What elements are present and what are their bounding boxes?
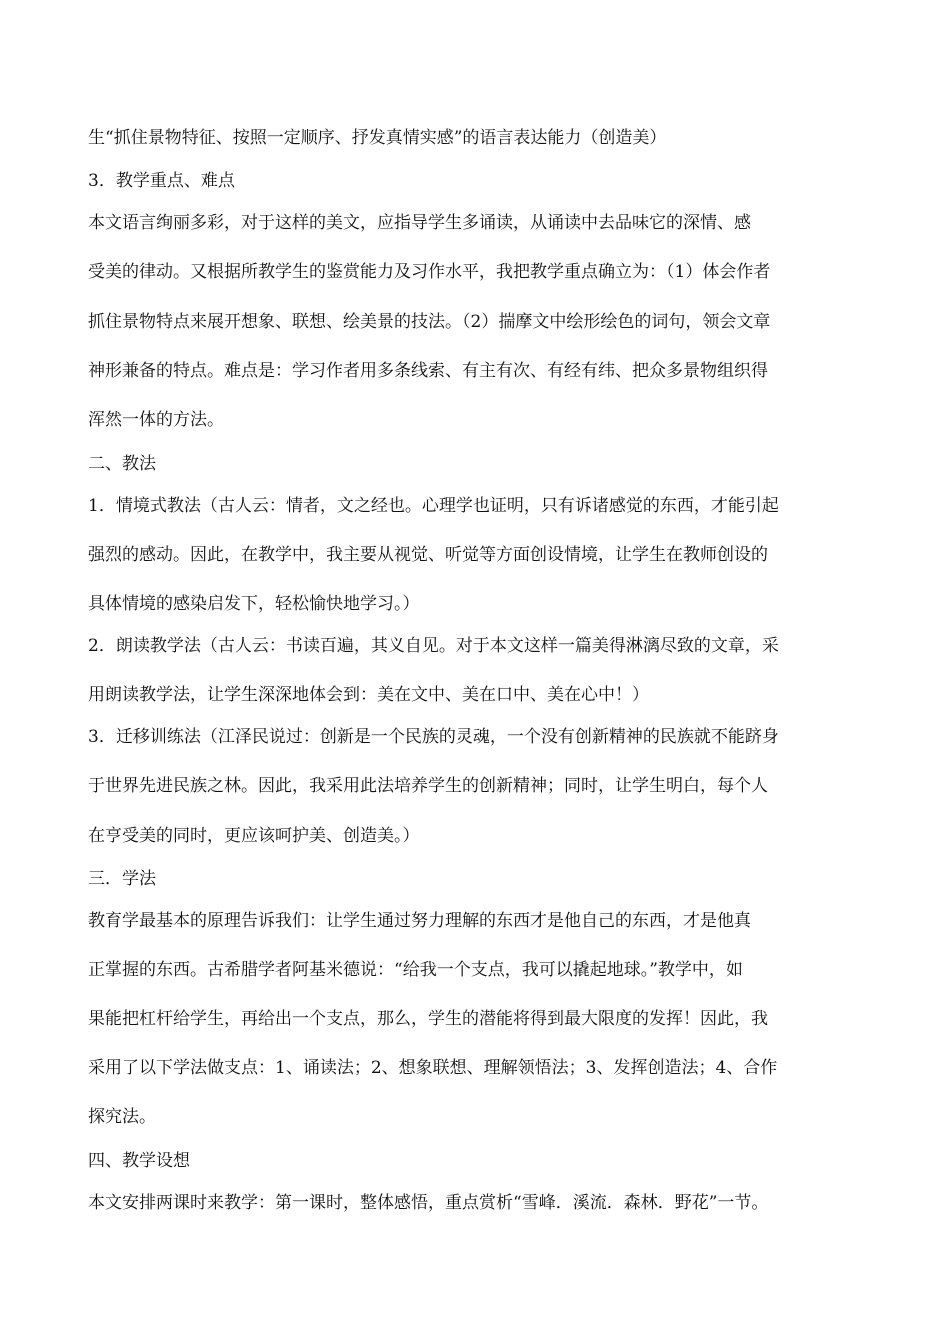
text-line: 2．朗读教学法（古人云：书读百遍，其义自见。对于本文这样一篇美得淋漓尽致的文章，采 <box>88 636 779 656</box>
text-line: 神形兼备的特点。难点是：学习作者用多条线索、有主有次、有经有纬、把众多景物组织得 <box>88 361 768 381</box>
section-heading: 3．教学重点、难点 <box>88 171 235 191</box>
section-heading: 四、教学设想 <box>88 1151 190 1171</box>
text-line: 果能把杠杆给学生，再给出一个支点，那么，学生的潜能将得到最大限度的发挥！因此，我 <box>88 1009 768 1029</box>
section-heading: 二、教法 <box>88 454 156 474</box>
text-line: 采用了以下学法做支点：1、诵读法；2、想象联想、理解领悟法；3、发挥创造法；4、合作 <box>88 1058 778 1078</box>
text-line: 教育学最基本的原理告诉我们：让学生通过努力理解的东西才是他自己的东西，才是他真 <box>88 911 751 931</box>
text-line: 探究法。 <box>88 1107 156 1127</box>
text-line: 用朗读教学法，让学生深深地体会到：美在文中、美在口中、美在心中！） <box>88 685 649 705</box>
text-line: 抓住景物特点来展开想象、联想、绘美景的技法。（2）揣摩文中绘形绘色的词句，领会文章 <box>88 312 771 332</box>
text-line: 生“抓住景物特征、按照一定顺序、抒发真情实感”的语言表达能力（创造美） <box>88 128 667 148</box>
text-line: 本文语言绚丽多彩，对于这样的美文，应指导学生多诵读，从诵读中去品味它的深情、感 <box>88 213 751 233</box>
text-line: 强烈的感动。因此，在教学中，我主要从视觉、听觉等方面创设情境，让学生在教师创设的 <box>88 545 768 565</box>
text-line: 本文安排两课时来教学：第一课时，整体感悟，重点赏析“雪峰．溪流．森林．野花”一节。 <box>88 1193 769 1213</box>
text-line: 正掌握的东西。古希腊学者阿基米德说：“给我一个支点，我可以撬起地球。”教学中，如 <box>88 960 743 980</box>
text-line: 受美的律动。又根据所教学生的鉴赏能力及习作水平，我把教学重点确立为：（1）体会作者 <box>88 262 771 282</box>
text-line: 3．迁移训练法（江泽民说过：创新是一个民族的灵魂，一个没有创新精神的民族就不能跻身 <box>88 727 779 747</box>
text-line: 具体情境的感染启发下，轻松愉快地学习。） <box>88 594 420 614</box>
text-line: 在亨受美的同时，更应该呵护美、创造美。） <box>88 826 420 846</box>
text-line: 浑然一体的方法。 <box>88 410 224 430</box>
section-heading: 三．学法 <box>88 869 156 889</box>
text-line: 1．情境式教法（古人云：情者，文之经也。心理学也证明，只有诉诸感觉的东西，才能引起 <box>88 496 779 516</box>
text-line: 于世界先进民族之林。因此，我采用此法培养学生的创新精神；同时，让学生明白，每个人 <box>88 776 768 796</box>
